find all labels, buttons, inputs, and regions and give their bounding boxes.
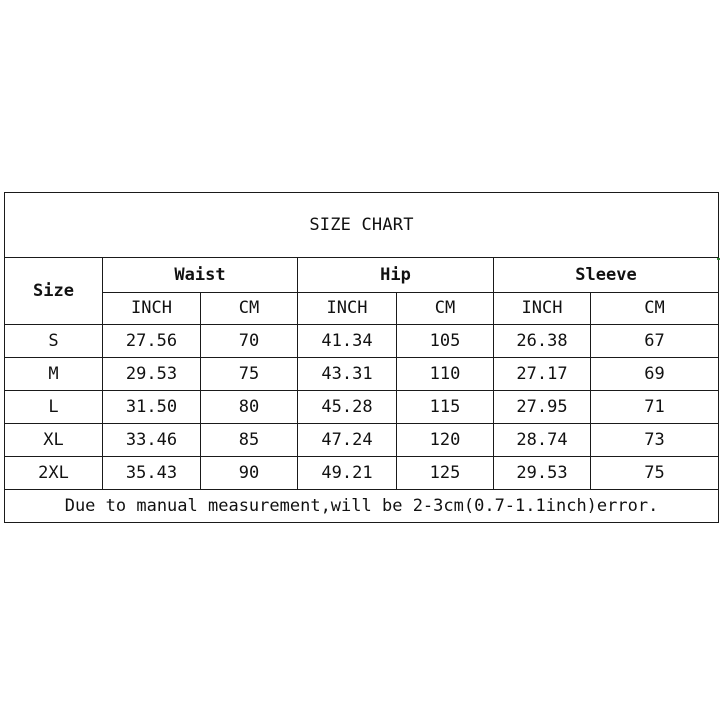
waist-inch-cell: 27.56	[103, 325, 201, 358]
size-chart-table	[4, 192, 719, 523]
sleeve-cm-cell: 69	[591, 358, 719, 391]
hip-cm-cell: 105	[397, 325, 494, 358]
unit-header-row	[5, 293, 719, 325]
measurement-note: Due to manual measurement,will be 2-3cm(0.7-1.1inch)error.	[5, 490, 719, 523]
waist-cm-header: CM	[201, 293, 298, 325]
sleeve-cm-cell: 73	[591, 424, 719, 457]
waist-cm-cell: 80	[201, 391, 298, 424]
hip-inch-cell: 47.24	[298, 424, 397, 457]
table-row	[5, 358, 719, 391]
sleeve-inch-cell: 27.17	[494, 358, 591, 391]
waist-inch-cell: 33.46	[103, 424, 201, 457]
hip-inch-header: INCH	[298, 293, 397, 325]
group-header-row	[5, 258, 719, 293]
sleeve-inch-cell: 26.38	[494, 325, 591, 358]
sleeve-inch-cell: 29.53	[494, 457, 591, 490]
table-row	[5, 391, 719, 424]
waist-inch-cell: 31.50	[103, 391, 201, 424]
sleeve-inch-cell: 27.95	[494, 391, 591, 424]
hip-inch-cell: 43.31	[298, 358, 397, 391]
waist-inch-cell: 29.53	[103, 358, 201, 391]
size-cell: L	[5, 391, 103, 424]
table-row	[5, 325, 719, 358]
size-cell: 2XL	[5, 457, 103, 490]
waist-inch-header: INCH	[103, 293, 201, 325]
hip-inch-cell: 45.28	[298, 391, 397, 424]
sleeve-cm-cell: 75	[591, 457, 719, 490]
waist-cm-cell: 90	[201, 457, 298, 490]
waist-inch-cell: 35.43	[103, 457, 201, 490]
waist-cm-cell: 85	[201, 424, 298, 457]
size-cell: XL	[5, 424, 103, 457]
size-cell: S	[5, 325, 103, 358]
waist-group-header: Waist	[103, 258, 298, 293]
waist-cm-cell: 70	[201, 325, 298, 358]
sleeve-cm-header: CM	[591, 293, 719, 325]
hip-cm-cell: 115	[397, 391, 494, 424]
hip-cm-cell: 120	[397, 424, 494, 457]
hip-cm-cell: 125	[397, 457, 494, 490]
chart-title: SIZE CHART	[5, 193, 719, 258]
sleeve-cm-cell: 67	[591, 325, 719, 358]
hip-group-header: Hip	[298, 258, 494, 293]
hip-cm-cell: 110	[397, 358, 494, 391]
waist-cm-cell: 75	[201, 358, 298, 391]
note-row	[5, 490, 719, 523]
hip-inch-cell: 49.21	[298, 457, 397, 490]
hip-cm-header: CM	[397, 293, 494, 325]
sleeve-inch-cell: 28.74	[494, 424, 591, 457]
title-row	[5, 193, 719, 258]
sleeve-group-header: Sleeve	[494, 258, 719, 293]
table-row	[5, 424, 719, 457]
table-row	[5, 457, 719, 490]
size-cell: M	[5, 358, 103, 391]
size-column-header: Size	[5, 258, 103, 325]
sleeve-cm-cell: 71	[591, 391, 719, 424]
sleeve-inch-header: INCH	[494, 293, 591, 325]
hip-inch-cell: 41.34	[298, 325, 397, 358]
